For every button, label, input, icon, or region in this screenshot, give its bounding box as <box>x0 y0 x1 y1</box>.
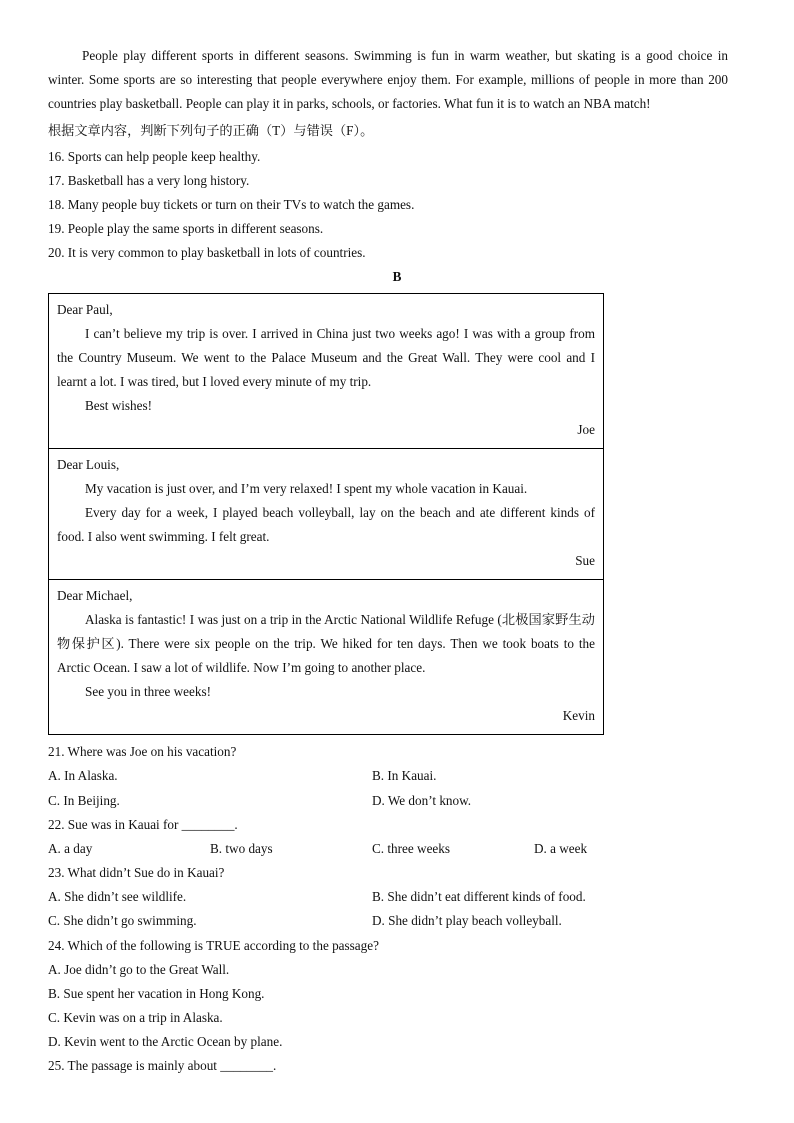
statement-17: 17. Basketball has a very long history. <box>48 173 250 188</box>
letters-table <box>48 293 604 735</box>
question-23-option-b[interactable]: B. She didn’t eat different kinds of food. <box>372 889 586 904</box>
letter-body: Alaska is fantastic! I was just on a trip in the Arctic National Wildlife Refuge (北极国家野生动物保护区). There were six people on the trip. We hiked for ten days. Then we took boats to the Arctic Ocean. I saw a lot of wildlife. Now I’m going to another place. <box>57 612 595 675</box>
letter-sue <box>49 448 603 579</box>
letter-signature: Sue <box>575 553 595 568</box>
letter-signature: Joe <box>577 422 595 437</box>
statement-20: 20. It is very common to play basketball in lots of countries. <box>48 245 366 260</box>
statement-18: 18. Many people buy tickets or turn on their TVs to watch the games. <box>48 197 415 212</box>
question-24-option-d[interactable]: D. Kevin went to the Arctic Ocean by plane. <box>48 1034 283 1049</box>
question-21-option-a[interactable]: A. In Alaska. <box>48 768 118 783</box>
letter-closing: See you in three weeks! <box>85 684 211 699</box>
letter-greeting: Dear Louis, <box>57 457 120 472</box>
question-22-stem: 22. Sue was in Kauai for ________. <box>48 817 238 832</box>
question-24-stem: 24. Which of the following is TRUE according to the passage? <box>48 938 379 953</box>
question-23-option-c[interactable]: C. She didn’t go swimming. <box>48 913 197 928</box>
question-22-option-d[interactable]: D. a week <box>534 841 588 856</box>
question-21-option-d[interactable]: D. We don’t know. <box>372 793 472 808</box>
letter-greeting: Dear Paul, <box>57 302 113 317</box>
question-24-option-b[interactable]: B. Sue spent her vacation in Hong Kong. <box>48 986 265 1001</box>
passage-a-paragraph: People play different sports in different seasons. Swimming is fun in warm weather, but skating is a good choice in winter. Some sports are so interesting that people everywhere enjoy them. For example, millions of people in more than 200 countries play basketball. People can play it in parks, schools, or factories. What fun it is to watch an NBA match! <box>48 48 728 111</box>
letter-closing: Best wishes! <box>85 398 153 413</box>
question-24-option-c[interactable]: C. Kevin was on a trip in Alaska. <box>48 1010 223 1025</box>
question-22-option-c[interactable]: C. three weeks <box>372 841 450 856</box>
letter-joe <box>49 294 603 448</box>
question-23-option-d[interactable]: D. She didn’t play beach volleyball. <box>372 913 562 928</box>
question-21-option-b[interactable]: B. In Kauai. <box>372 768 437 783</box>
letter-greeting: Dear Michael, <box>57 588 133 603</box>
instruction: 根据文章内容，判断下列句子的正确（T）与错误（F）。 <box>48 123 374 138</box>
question-22-option-a[interactable]: A. a day <box>48 841 93 856</box>
statement-19: 19. People play the same sports in different seasons. <box>48 221 324 236</box>
letter-kevin <box>49 579 603 734</box>
question-25-stem: 25. The passage is mainly about ________. <box>48 1058 277 1073</box>
letter-body: My vacation is just over, and I’m very relaxed! I spent my whole vacation in Kauai. <box>85 481 528 496</box>
statement-16: 16. Sports can help people keep healthy. <box>48 149 261 164</box>
question-21-option-c[interactable]: C. In Beijing. <box>48 793 120 808</box>
question-21-stem: 21. Where was Joe on his vacation? <box>48 744 237 759</box>
question-23-option-a[interactable]: A. She didn’t see wildlife. <box>48 889 187 904</box>
section-b-heading: B <box>392 269 402 284</box>
letter-body: Every day for a week, I played beach volleyball, lay on the beach and ate different kinds of food. I also went swimming. I felt great. <box>57 505 595 544</box>
question-23-stem: 23. What didn’t Sue do in Kauai? <box>48 865 225 880</box>
question-24-option-a[interactable]: A. Joe didn’t go to the Great Wall. <box>48 962 230 977</box>
letter-signature: Kevin <box>562 708 595 723</box>
letter-body: I can’t believe my trip is over. I arrived in China just two weeks ago! I was with a group from the Country Museum. We went to the Palace Museum and the Great Wall. They were cool and I learnt a lot. I was tired, but I loved every minute of my trip. <box>57 326 595 389</box>
question-22-option-b[interactable]: B. two days <box>210 841 273 856</box>
